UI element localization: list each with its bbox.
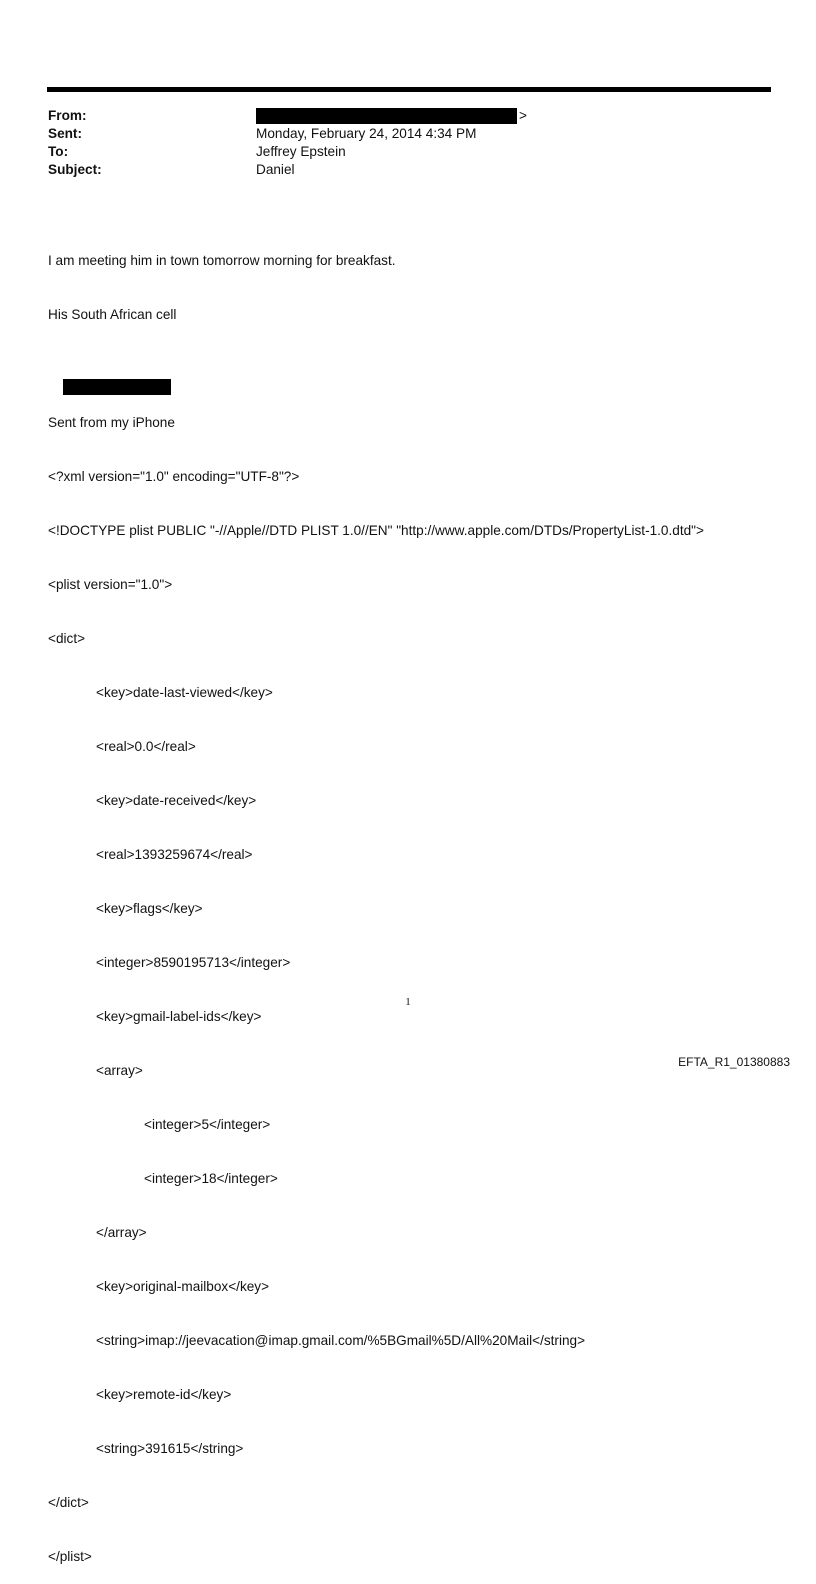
plist-line: <plist version="1.0"> xyxy=(48,577,173,592)
bates-number: EFTA_R1_01380883 xyxy=(678,1055,790,1069)
to-label: To: xyxy=(48,144,69,159)
sent-value: Monday, February 24, 2014 4:34 PM xyxy=(256,126,477,141)
plist-line: <string>imap://jeevacation@imap.gmail.com/%5BGmail%5D/All%20Mail</string> xyxy=(96,1333,586,1348)
from-value xyxy=(256,107,527,125)
plist-line: <string>391615</string> xyxy=(96,1441,244,1456)
plist-line: <key>date-received</key> xyxy=(96,793,257,808)
page-number: 1 xyxy=(405,996,411,1008)
plist-line: <integer>8590195713</integer> xyxy=(96,955,291,970)
plist-line: <real>1393259674</real> xyxy=(96,847,253,862)
plist-line: <real>0.0</real> xyxy=(96,739,196,754)
header-divider-rule xyxy=(47,87,771,92)
plist-line: </array> xyxy=(96,1225,147,1240)
plist-line: <key>date-last-viewed</key> xyxy=(96,685,273,700)
plist-line: <key>flags</key> xyxy=(96,901,203,916)
plist-line: <!DOCTYPE plist PUBLIC "-//Apple//DTD PLIST 1.0//EN" "http://www.apple.com/DTDs/PropertyList-1.0.dtd"> xyxy=(48,523,704,538)
plist-line: <dict> xyxy=(48,631,86,646)
subject-label: Subject: xyxy=(48,162,102,177)
plist-line: <array> xyxy=(96,1063,143,1078)
subject-value: Daniel xyxy=(256,162,295,177)
body-line: Sent from my iPhone xyxy=(48,415,175,430)
plist-line: <integer>18</integer> xyxy=(144,1171,278,1186)
plist-line: <key>remote-id</key> xyxy=(96,1387,232,1402)
from-label: From: xyxy=(48,108,87,123)
sent-label: Sent: xyxy=(48,126,82,141)
email-body xyxy=(48,216,704,1584)
plist-line: <key>gmail-label-ids</key> xyxy=(96,1009,262,1024)
plist-line: <integer>5</integer> xyxy=(144,1117,271,1132)
redacted-phone-line xyxy=(48,360,704,378)
body-line: I am meeting him in town tomorrow morning for breakfast. xyxy=(48,253,396,268)
redaction-block-phone xyxy=(63,379,171,395)
plist-line: <?xml version="1.0" encoding="UTF-8"?> xyxy=(48,469,300,484)
plist-line: <key>original-mailbox</key> xyxy=(96,1279,270,1294)
body-line: His South African cell xyxy=(48,307,177,322)
redaction-block-sender xyxy=(256,108,517,124)
to-value: Jeffrey Epstein xyxy=(256,144,346,159)
from-suffix: > xyxy=(519,108,527,123)
plist-line: </dict> xyxy=(48,1495,89,1510)
plist-line: </plist> xyxy=(48,1549,92,1564)
